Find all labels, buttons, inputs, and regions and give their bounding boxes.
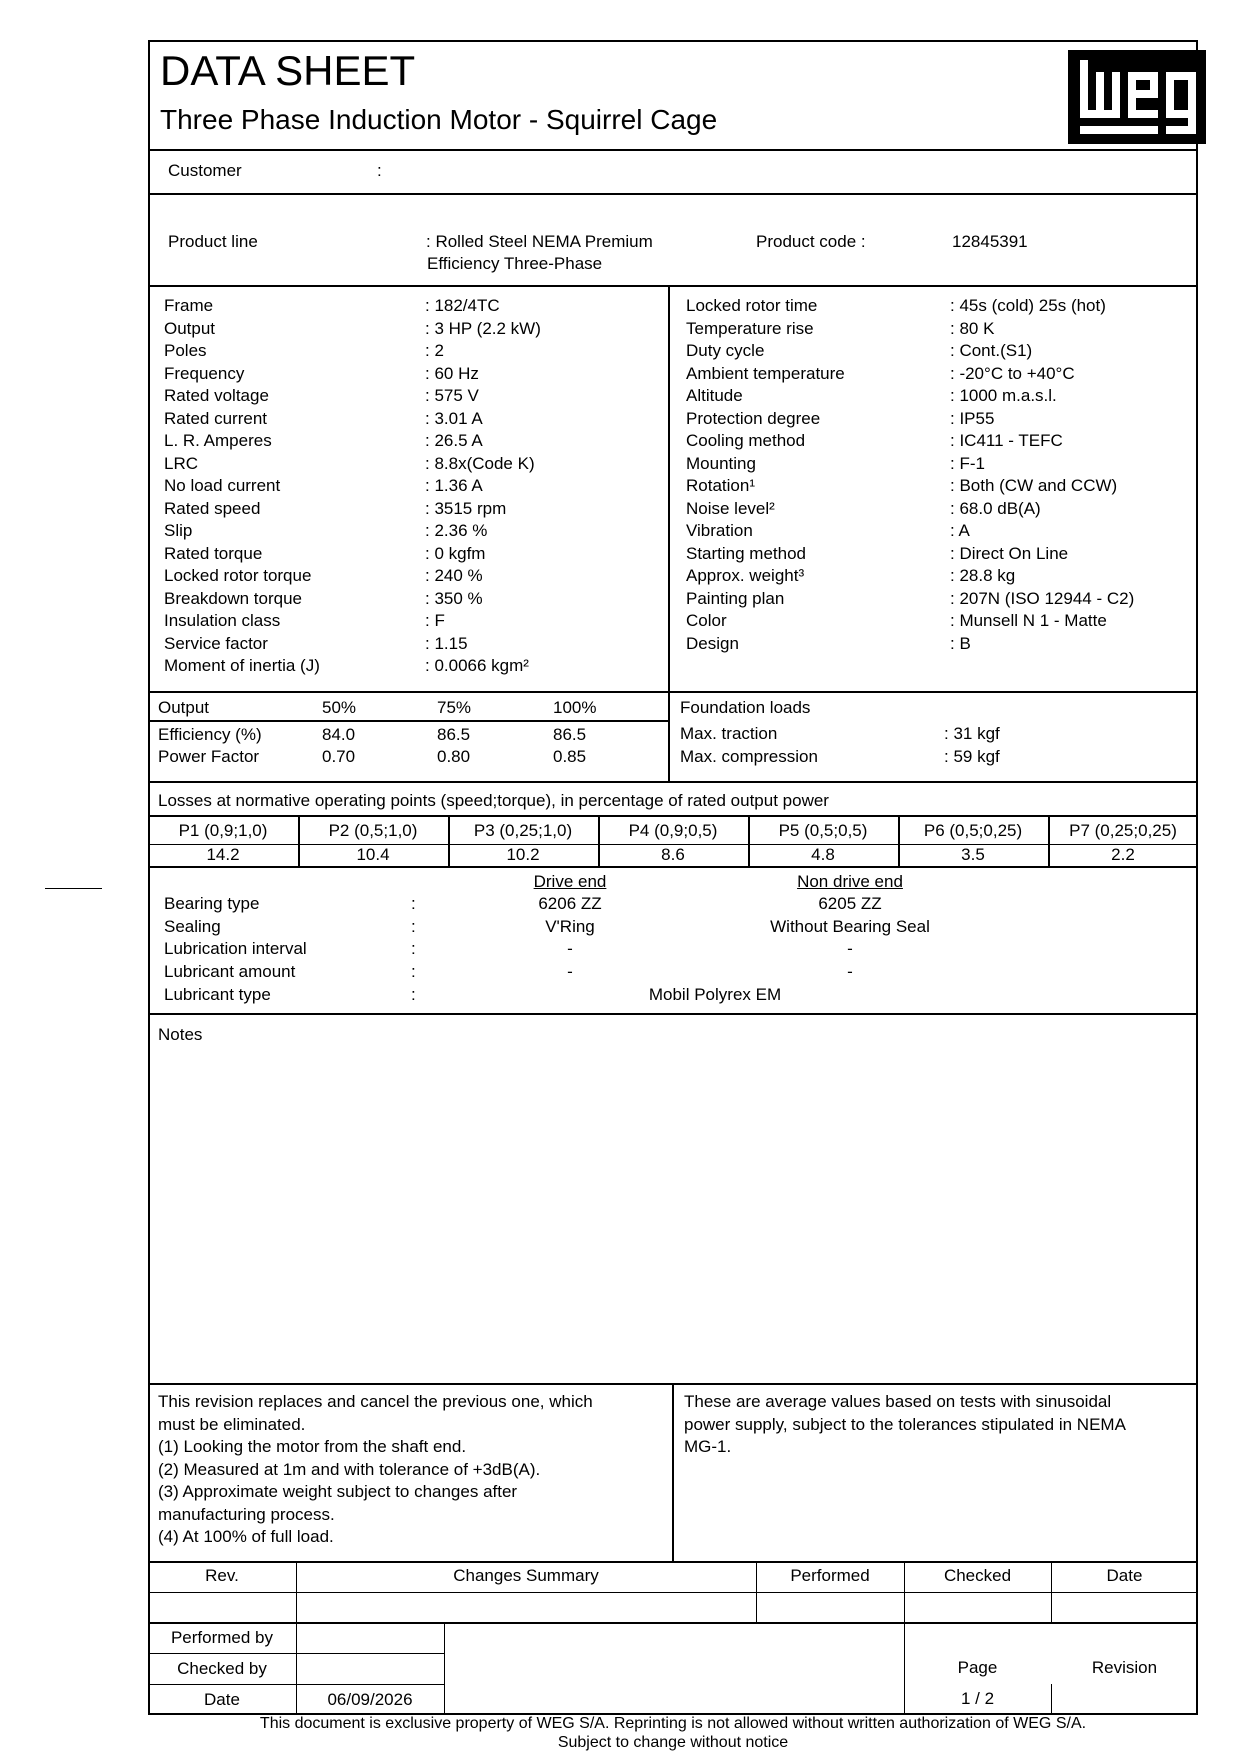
margin-mark <box>45 888 102 889</box>
loss-value: 8.6 <box>661 845 685 864</box>
perf-cell: 0.85 <box>553 747 587 766</box>
spec-value: : A <box>950 521 970 540</box>
foundation-value: : 59 kgf <box>944 747 1000 766</box>
spec-value: : 8.8x(Code K) <box>425 453 535 473</box>
footnote-line: (1) Looking the motor from the shaft end. <box>158 1437 467 1456</box>
footnote-line: (4) At 100% of full load. <box>158 1527 334 1546</box>
product-line-value-2: Efficiency Three-Phase <box>427 254 603 273</box>
spec-label: No load current <box>164 476 281 495</box>
lubricant-type-sep: : <box>411 985 416 1004</box>
loss-header: P5 (0,5;0,5) <box>778 821 868 840</box>
divider <box>148 1592 1198 1593</box>
foundation-title: Foundation loads <box>680 698 811 717</box>
date-header: Date <box>1106 1566 1143 1585</box>
perf-header-75: 75% <box>437 698 472 717</box>
spec-value: : 26.5 A <box>425 431 483 450</box>
spec-value: : 240 % <box>425 566 483 585</box>
spec-value: : 45s (cold) 25s (hot) <box>950 296 1106 315</box>
spec-value: : 1.36 A <box>425 476 483 495</box>
foundation-label: Max. compression <box>680 747 818 766</box>
divider <box>444 1622 445 1715</box>
bearing-sep: : <box>411 939 416 958</box>
bearing-nde: Without Bearing Seal <box>770 917 930 936</box>
divider <box>148 149 1198 151</box>
customer-sep: : <box>377 161 382 180</box>
divider <box>668 691 670 781</box>
divider <box>148 193 1198 195</box>
product-line-value: : Rolled Steel NEMA Premium <box>426 232 653 251</box>
bearing-label: Lubricant amount <box>164 962 296 981</box>
spec-label: Starting method <box>686 543 807 563</box>
spec-value: : F <box>425 611 445 630</box>
spec-label: Locked rotor time <box>686 296 818 315</box>
product-code-value: 12845391 <box>952 232 1028 251</box>
bearing-sep: : <box>411 962 416 981</box>
spec-label: Protection degree <box>686 408 821 428</box>
foundation-value: : 31 kgf <box>944 724 1000 743</box>
bearing-nde: - <box>847 939 853 958</box>
rev-header: Rev. <box>205 1566 239 1585</box>
footnote-line: (2) Measured at 1m and with tolerance of +3dB(A). <box>158 1459 541 1479</box>
spec-value: : 182/4TC <box>425 296 500 315</box>
lubricant-type-label: Lubricant type <box>164 985 271 1004</box>
spec-value: : -20°C to +40°C <box>950 363 1075 383</box>
bearing-label: Bearing type <box>164 894 260 913</box>
drive-end-header: Drive end <box>533 872 607 891</box>
spec-label: Insulation class <box>164 611 281 630</box>
spec-label: Breakdown torque <box>164 588 302 608</box>
loss-header: P7 (0,25;0,25) <box>1069 821 1177 840</box>
footer-notice: Subject to change without notice <box>557 1734 789 1751</box>
spec-value: : 3 HP (2.2 kW) <box>425 318 541 338</box>
performed-header: Performed <box>790 1566 870 1585</box>
spec-label: Poles <box>164 341 207 360</box>
bearing-nde: - <box>847 962 853 981</box>
spec-value: : Direct On Line <box>950 543 1069 563</box>
checked-header: Checked <box>943 1566 1012 1585</box>
non-drive-end-header: Non drive end <box>797 872 903 891</box>
spec-label: Duty cycle <box>686 341 765 360</box>
spec-value: : 0.0066 kgm² <box>425 656 529 675</box>
bearing-nde: 6205 ZZ <box>818 894 882 913</box>
divider <box>148 1561 1198 1563</box>
spec-value: : 0 kgfm <box>425 543 486 563</box>
spec-label: Rotation¹ <box>686 476 755 495</box>
loss-value: 10.4 <box>356 845 390 864</box>
spec-label: Frequency <box>164 363 245 383</box>
spec-value: : Both (CW and CCW) <box>950 476 1118 495</box>
spec-value: : Munsell N 1 - Matte <box>950 611 1107 630</box>
spec-label: Service factor <box>164 633 268 653</box>
spec-value: : 28.8 kg <box>950 566 1016 585</box>
bearing-sep: : <box>411 917 416 936</box>
footnote-line: MG-1. <box>684 1437 732 1456</box>
performed-by-label: Performed by <box>170 1628 274 1647</box>
spec-label: Altitude <box>686 386 743 405</box>
footnote-line: (3) Approximate weight subject to changes after <box>158 1482 518 1501</box>
divider <box>672 1383 674 1561</box>
losses-title: Losses at normative operating points (speed;torque), in percentage of rated output power <box>158 791 829 810</box>
spec-label: Temperature rise <box>686 318 814 338</box>
perf-row-label: Power Factor <box>158 747 260 766</box>
divider <box>668 285 670 691</box>
spec-label: Ambient temperature <box>686 363 845 383</box>
spec-value: : 2.36 % <box>425 521 488 540</box>
specs-left-values <box>425 295 541 678</box>
spec-label: Slip <box>164 521 193 540</box>
divider <box>148 720 668 722</box>
perf-cell: 0.70 <box>322 747 356 766</box>
perf-row-label: Efficiency (%) <box>158 725 262 744</box>
footnote-line: manufacturing process. <box>158 1504 335 1524</box>
spec-label: Locked rotor torque <box>164 566 312 585</box>
revision-label: Revision <box>1091 1658 1158 1677</box>
loss-header: P4 (0,9;0,5) <box>628 821 718 840</box>
product-code-label: Product code : <box>756 232 866 251</box>
divider <box>148 1622 1198 1624</box>
spec-value: : 575 V <box>425 386 479 405</box>
spec-label: Vibration <box>686 521 753 540</box>
bearing-de: V'Ring <box>545 917 595 936</box>
spec-label: Mounting <box>686 453 756 473</box>
perf-cell: 0.80 <box>437 747 471 766</box>
footnote-line: This revision replaces and cancel the previous one, which <box>158 1392 593 1411</box>
date-value: 06/09/2026 <box>327 1690 413 1709</box>
footnote-line: must be eliminated. <box>158 1414 306 1434</box>
footnotes-left <box>158 1391 593 1549</box>
divider <box>148 1013 1198 1015</box>
perf-cell: 86.5 <box>437 725 471 744</box>
specs-left-labels <box>164 295 320 678</box>
spec-value: : IP55 <box>950 408 995 428</box>
product-line-label: Product line <box>168 232 258 251</box>
spec-value: : 3515 rpm <box>425 498 507 518</box>
loss-value: 3.5 <box>961 845 985 864</box>
loss-value: 10.2 <box>506 845 540 864</box>
bearing-de: - <box>567 962 573 981</box>
divider <box>148 691 1198 693</box>
spec-value: : 1.15 <box>425 633 468 653</box>
perf-cell: 86.5 <box>553 725 587 744</box>
spec-value: : 207N (ISO 12944 - C2) <box>950 588 1135 608</box>
divider <box>148 781 1198 783</box>
page-subtitle: Three Phase Induction Motor - Squirrel Cage <box>160 104 718 135</box>
loss-value: 4.8 <box>811 845 835 864</box>
foundation-label: Max. traction <box>680 724 778 743</box>
changes-summary-header: Changes Summary <box>453 1566 599 1585</box>
spec-label: Rated current <box>164 408 267 428</box>
spec-value: : F-1 <box>950 453 985 473</box>
spec-value: : 80 K <box>950 318 995 338</box>
spec-label: L. R. Amperes <box>164 431 272 450</box>
spec-label: Rated voltage <box>164 386 269 405</box>
perf-cell: 84.0 <box>322 725 356 744</box>
spec-label: Rated speed <box>164 498 261 518</box>
footer-copyright: This document is exclusive property of WEG S/A. Reprinting is not allowed without written authorization of WEG S/A. <box>259 1715 1087 1732</box>
spec-label: Approx. weight³ <box>686 566 805 585</box>
bearing-sep: : <box>411 894 416 913</box>
spec-value: : 350 % <box>425 588 483 608</box>
perf-header-50: 50% <box>322 698 357 717</box>
perf-header-100: 100% <box>553 698 597 717</box>
spec-label: Rated torque <box>164 543 263 563</box>
footnote-line: These are average values based on tests with sinusoidal <box>684 1392 1112 1411</box>
specs-right-labels <box>686 295 845 655</box>
date-label: Date <box>204 1690 240 1709</box>
bearing-de: - <box>567 939 573 958</box>
spec-value: : IC411 - TEFC <box>950 431 1063 450</box>
loss-header: P6 (0,5;0,25) <box>923 821 1023 840</box>
footnote-line: power supply, subject to the tolerances stipulated in NEMA <box>684 1414 1126 1434</box>
spec-value: : 1000 m.a.s.l. <box>950 386 1057 405</box>
bearing-de: 6206 ZZ <box>538 894 602 913</box>
bearing-label: Lubrication interval <box>164 939 307 958</box>
loss-value: 2.2 <box>1111 845 1135 864</box>
spec-label: Frame <box>164 296 214 315</box>
loss-header: P1 (0,9;1,0) <box>178 821 268 840</box>
page-title: DATA SHEET <box>160 47 416 94</box>
spec-label: Noise level² <box>686 498 775 518</box>
loss-header: P2 (0,5;1,0) <box>328 821 418 840</box>
specs-right-values <box>950 295 1134 655</box>
spec-value: : 2 <box>425 341 444 360</box>
divider <box>148 285 1198 287</box>
spec-label: Painting plan <box>686 588 785 608</box>
divider <box>1051 1684 1052 1715</box>
customer-label: Customer <box>168 161 242 180</box>
divider <box>148 866 1198 868</box>
page-value: 1 / 2 <box>960 1689 995 1708</box>
spec-value: : B <box>950 633 971 653</box>
spec-value: : 3.01 A <box>425 408 483 428</box>
perf-header-output: Output <box>158 698 210 717</box>
spec-label: LRC <box>164 453 199 473</box>
loss-value: 14.2 <box>206 845 240 864</box>
spec-label: Output <box>164 318 216 338</box>
spec-value: : 60 Hz <box>425 363 479 383</box>
spec-label: Cooling method <box>686 431 806 450</box>
footnotes-right <box>684 1391 1126 1459</box>
lubricant-type-value: Mobil Polyrex EM <box>648 985 782 1004</box>
bearing-label: Sealing <box>164 917 221 936</box>
notes-label: Notes <box>158 1025 203 1044</box>
page-label: Page <box>957 1658 998 1677</box>
spec-label: Moment of inertia (J) <box>164 656 320 675</box>
weg-logo <box>1068 50 1206 144</box>
spec-value: : 68.0 dB(A) <box>950 498 1041 518</box>
spec-label: Color <box>686 611 727 630</box>
checked-by-label: Checked by <box>177 1659 267 1678</box>
spec-value: : Cont.(S1) <box>950 341 1033 360</box>
loss-header: P3 (0,25;1,0) <box>473 821 573 840</box>
spec-label: Design <box>686 633 739 653</box>
divider <box>148 815 1198 817</box>
